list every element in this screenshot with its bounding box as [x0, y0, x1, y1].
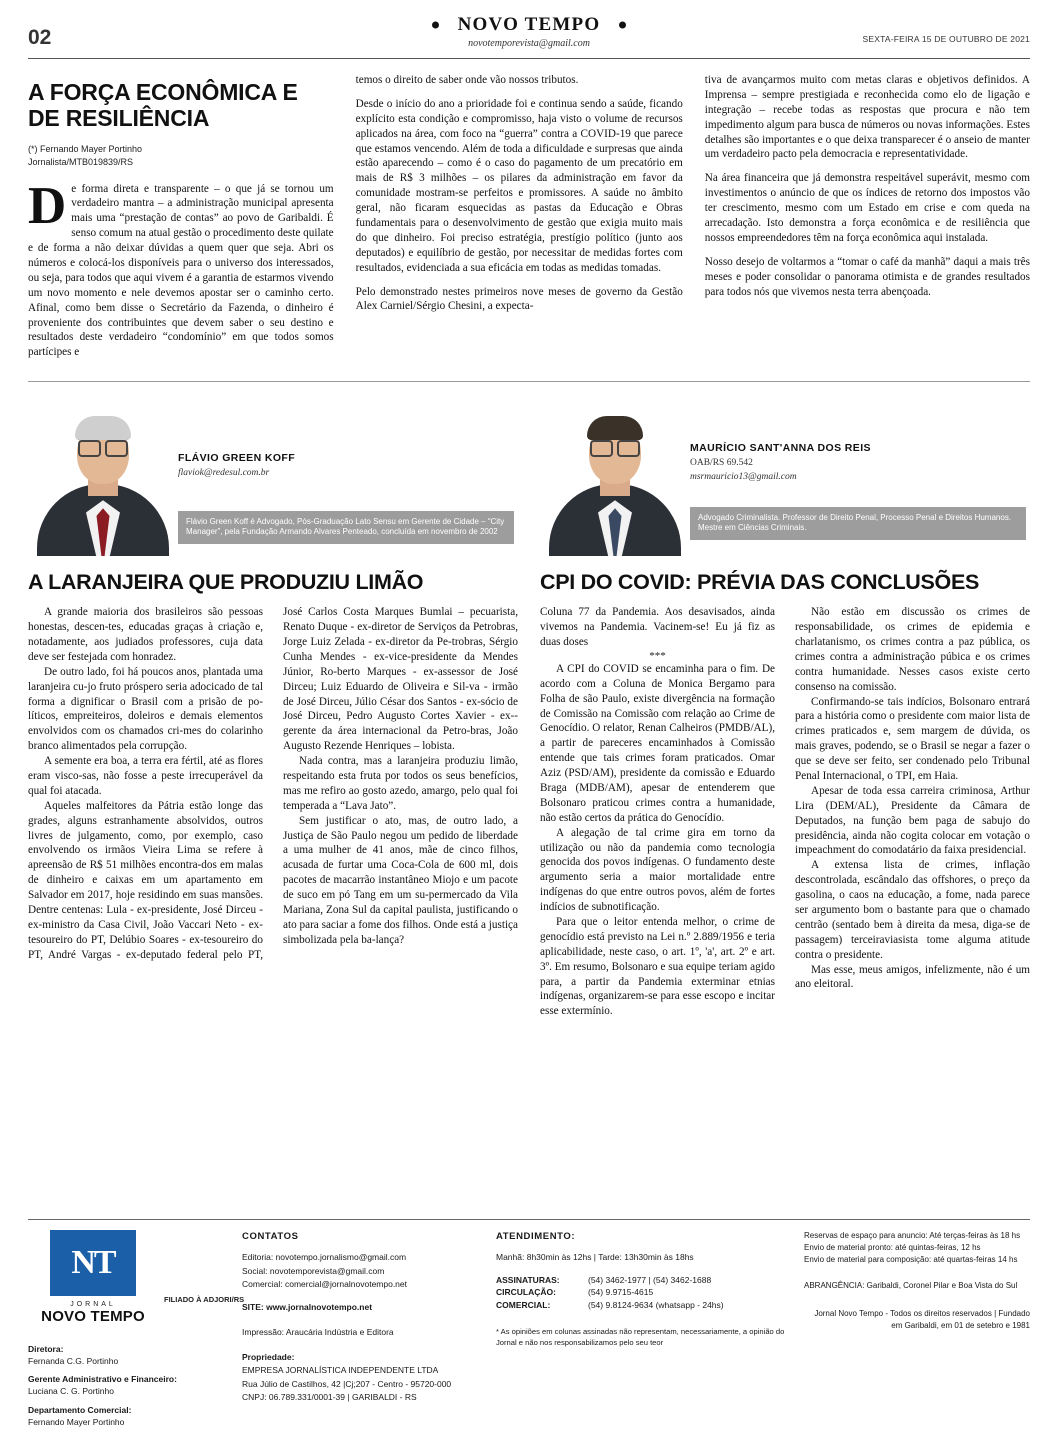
- columnist-name: FLÁVIO GREEN KOFF: [178, 452, 296, 465]
- paragraph: Confirmando-se tais indícios, Bolsonaro entrará para a história como o presidente com maior lista de crimes praticados e, sem margem de dúvida, os mais graves, podendo, se o Brasil se negar a fazer o que se deve ser feito, ser condenado pelo Tribunal Penal Internacional, o TPI, em Haia.: [795, 695, 1030, 783]
- copyright: Jornal Novo Tempo - Todos os direitos reservados | Fundado em Garibaldi, em 01 de setebro e 1981: [814, 1308, 1030, 1330]
- columnist-name: MAURÍCIO SANT'ANNA DOS REIS: [690, 442, 871, 455]
- service-label: COMERCIAL:: [496, 1300, 551, 1311]
- page-title: A FORÇA ECONÔMICA E DE RESILIÊNCIA: [28, 79, 298, 132]
- footer: [28, 1219, 1030, 1429]
- columnist-info: [178, 396, 518, 556]
- staff-role: Gerente Administrativo e Financeiro:: [28, 1374, 177, 1385]
- contact-line[interactable]: Comercial: comercial@jornalnovotempo.net: [242, 1278, 408, 1289]
- ownership-line: EMPRESA JORNALÍSTICA INDEPENDENTE LTDA: [242, 1365, 439, 1376]
- paragraph: A semente era boa, a terra era fértil, até as flores eram visco-sas, não fosse a peste irrecuperável da qual foi atacada.: [28, 755, 263, 797]
- column-body: [28, 605, 518, 962]
- deadline-line: Envio de material pronto: até quintas-feiras, 12 hs: [804, 1242, 981, 1252]
- lead-column-3: [705, 73, 1030, 369]
- paragraph: A alegação de tal crime gira em torno da utilização ou não da pandemia como tecnologia genocida dos povos indígenas. O fundamento deste argumento seria a maior mortalidade entre indígenas do que entre outros povos, além de fortes indícios de subnotificação.: [540, 826, 775, 914]
- staff-name: Luciana C. G. Portinho: [28, 1386, 114, 1397]
- ownership-title: Propriedade:: [242, 1352, 295, 1363]
- service-title: ATENDIMENTO:: [496, 1230, 576, 1242]
- disclaimer-note: * As opiniões em colunas assinadas não representam, necessariamente, a opinião do Jornal e não nos responsabilizamos pelo seu teor: [496, 1326, 785, 1347]
- staff-name: Fernando Mayer Portinho: [28, 1417, 125, 1428]
- paragraph: Para que o leitor entenda melhor, o crime de genocídio está previsto na Lei n.º 2.889/1956 e teria aplicabilidade, neste caso, o art. 1º, 'a', art. 2º e art. 3º. Em resumo, Bolsonaro e sua equipe teriam agido para, a partir da Pandemia exterminar etnias indígenas, organizarem-se para esse escopo e incitar esse extermínio.: [540, 916, 775, 1018]
- service-row: [496, 1274, 786, 1287]
- paragraph: De outro lado, foi há poucos anos, plantada uma laranjeira cu-jo fruto próspero seria adocicado de tal forma a dignificar o Brasil com a prisão de po-líticos, empreiteiros, doleiros e demais elementos envolvidos com os chamados cri-mes do colarinho branco alimentados pela corrupção.: [28, 665, 263, 753]
- columnist-block-mauricio-santanna-dos-reis: [540, 396, 1030, 1019]
- footer-service: [496, 1230, 786, 1429]
- footer-deadlines: [804, 1230, 1030, 1429]
- lead-article: [28, 59, 1030, 369]
- columnist-photo: [540, 396, 690, 556]
- columnist-oab: OAB/RS 69.542: [690, 458, 753, 469]
- section-divider: [28, 381, 1030, 382]
- affiliation-label: FILIADO À ADJORI/RS: [164, 1294, 245, 1304]
- columnist-bio: Flávio Green Koff é Advogado, Pós-Graduação Lato Sensu em Gerente de Cidade – “City Manager”, pela Fundação Armando Alvares Penteado, concluída em novembro de 2002: [178, 511, 514, 545]
- columnist-card: [28, 396, 518, 556]
- byline: [28, 143, 334, 169]
- column-headline: CPI DO COVID: PRÉVIA DAS CONCLUSÕES: [540, 570, 980, 595]
- service-value[interactable]: (54) 9.9715-4615: [588, 1287, 654, 1298]
- byline-author: (*) Fernando Mayer Portinho: [28, 144, 143, 155]
- columnist-contact: flaviok@redesul.com.br: [178, 468, 270, 479]
- column-headline: A LARANJEIRA QUE PRODUZIU LIMÃO: [28, 570, 424, 595]
- column-separator: ***: [649, 649, 666, 662]
- paragraph: Aqueles malfeitores da Pátria estão longe das grades, alguns estranhamente absolvidos, outros livres de julgamento, como, por exemplo, caso envolvendo os irmãos Vieira Lima se refere à apreensão de R$ 51 milhões encontra-dos em malas de dinheiro e caixas em um apartamento em Salvador em 2017, hoje residindo em suas mansões. Dentre centenas: Lula - ex-presidente, José Dirceu - ex-ministro da Casa Civil, João Vaccari Neto - ex-tesoureiro do PT, Delúbio Soares - ex-tesoureiro do PT, André Vargas - ex-deputado federal pelo PT, José Carlos Costa Marques Bumlai – pecuarista, Renato Duque - ex-diretor de Serviços da Petrobras, Jorge Luiz Zelada - ex-diretor da Pe-trobras, Sérgio Cunha Mendes - ex-vice-presidente da Mendes Júnior, Ro-berto Marques - ex-assessor de José Dirceu; Luiz Eduardo de Oliveira e Sil-va - irmão de José Dirceu, Júlio César dos Santos - ex-sócio de José Dirceu, Pedro Augusto Cortes Xavier - ex--gerente da área internacional da Petro-bras, João Augusto Rezende Henriques – lobista.: [28, 606, 518, 961]
- deadline-line: Reservas de espaço para anuncio: Até terças-feiras às 18 hs: [804, 1230, 1021, 1240]
- ownership-line: CNPJ: 06.789.331/0001-39 | GARIBALDI - RS: [242, 1391, 417, 1402]
- paragraph: Apesar de toda essa carreira criminosa, Arthur Lira (DEM/AL), Presidente da Câmara de Deputados, na função bem paga de sabujo do presidência, ainda não cogita colocar em votação o impeachment do comodatário da faixa presidencial.: [795, 784, 1030, 857]
- lead-paragraph: De forma direta e transparente – o que já se tornou um verdadeiro mantra – a administração municipal apresenta mais uma “prestação de contas” ao povo de Garibaldi. É senso comum na atual gestão o procedimento deste quilate e de forma a não deixar dúvidas a quem quer que seja. Abri os números e colocá-los disponíveis para o universo dos interessados, ou seja, para todos que aqui vivem é a garantia de estarmos vivendo um novo momento e nele devemos apostar ser o caminho certo. Afinal, como bem disse o Secretário da Fazenda, o dinheiro é proveniente dos contribuintes que devem saber o seu destino e resultados deste verdadeiro “condomínio” em que todos somos partícipes e: [28, 176, 334, 359]
- masthead: [28, 0, 1030, 52]
- paragraph: A CPI do COVID se encaminha para o fim. De acordo com a Coluna de Monica Bergamo para Folha de são Paulo, existe divergência na formação de Comissão na Comissão com relação ao Crime de Genocídio. O relator, Renan Calheiros (PMDB/AL), a partir de pareceres encaminhados à Comissão entende que tais crimes foram praticados. Omar Aziz (PSD/AM), presidente da comissão e Eduardo Braga (MDB/AM), apesar de entenderem que Bolsonaro praticou crimes contra a humanidade, não estão certos da prática do Genocídio.: [540, 662, 775, 824]
- newspaper-title: NOVO TEMPO: [457, 14, 601, 35]
- masthead-email: novotemporevista@gmail.com: [468, 38, 590, 49]
- service-row: [496, 1286, 786, 1299]
- staff-name: Fernanda C.G. Portinho: [28, 1355, 119, 1366]
- column-body: [540, 605, 1030, 1019]
- footer-logo-block: [28, 1230, 245, 1429]
- lead-column-2: [356, 73, 683, 369]
- paragraph: Pelo demonstrado nestes primeiros nove meses de governo da Gestão Alex Carniel/Sérgio Chesini, a expecta-: [355, 285, 683, 313]
- byline-credential: Jornalista/MTB019839/RS: [28, 157, 134, 168]
- service-hours: Manhã: 8h30min às 12hs | Tarde: 13h30min às 18hs: [496, 1251, 694, 1262]
- paragraph: tiva de avançarmos muito com metas claras e objetivos definidos. A Imprensa – sempre prestigiada e reconhecida como elo de ligação e integração – recebe todas as respostas que procura e não tem impedimento algum para busca de números ou novas informações. Estes detalhes são importantes e o que deixa transparecer é o anseio de manter um verdadeiro pacto pela democracia e representatividade.: [704, 74, 1030, 161]
- paragraph: Nosso desejo de voltarmos a “tomar o café da manhã” daqui a mais três meses e poder consolidar o panorama otimista e de grandes resultados para todos nós que vivemos nesta terra abençoada.: [704, 255, 1030, 298]
- paragraph: Não estão em discussão os crimes de responsabilidade, os crimes de epidemia e charlatanismo, os crimes contra a paz pública, os crimes contra a administração púbica e os crimes contra humanidade. Nesses casos existe certo consenso na comissão.: [795, 606, 1030, 693]
- paragraph: A extensa lista de crimes, inflação descontrolada, escândalo das offshores, o preço da gasolina, o caos na educação, a fome, nada parece ser argumento bom o bastante para que o chamado centrão (sentado bem à direita da mesa, diga-se de passagem) terceiraviasista tome alguma atitude contra o presidente.: [795, 859, 1030, 961]
- logo-wordmark: [28, 1301, 158, 1325]
- ownership-line: Rua Júlio de Castilhos, 42 |Cj;207 - Centro - 95720-000: [242, 1378, 452, 1389]
- columnist-block-flavio-green-koff: [28, 396, 518, 1019]
- contact-line[interactable]: Editoria: novotempo.jornalismo@gmail.com: [242, 1252, 407, 1263]
- paragraph: Mas esse, meus amigos, infelizmente, não é um ano eleitoral.: [795, 963, 1030, 991]
- lead-column-1: [28, 73, 334, 369]
- paragraph: Sem justificar o ato, mas, de outro lado, a Justiça de São Paulo negou um pedido de liberdade a uma mulher de 41 anos, mãe de cinco filhos, acusada de furtar uma Coca-Cola de 600 ml, dois pacotes de macarrão instantâneo Miojo e um pacote de suco em pó Tang em um su-permercado da Vila Mariana, Zona Sul da capital paulista, justificando o ato para saciar a fome dos filhos. Onde está a justiça simbolizada pela ba-lança?: [283, 814, 518, 946]
- logo-big-word: NOVO TEMPO: [41, 1307, 145, 1325]
- logo-small-word: JORNAL: [70, 1300, 116, 1308]
- service-value[interactable]: (54) 3462-1977 | (54) 3462-1688: [588, 1274, 712, 1285]
- paragraph: Nada contra, mas a laranjeira produziu limão, respeitando esta fruta por todos os seus benefícios, mas me refiro ao gosto azedo, amargo, pelo qual foi temperada a “Lava Jato”.: [283, 755, 518, 812]
- column-intro: Coluna 77 da Pandemia. Aos desavisados, ainda vivemos na Pandemia. Vacinem-se! Eu já fiz as duas doses: [540, 606, 775, 648]
- logo-mark: NT: [50, 1230, 136, 1296]
- deadline-line: Envio de material para composição: até quartas-feiras 14 hs: [804, 1254, 1018, 1264]
- glasses-icon: [78, 438, 128, 452]
- glasses-icon: [590, 438, 640, 452]
- columnist-contact: msrmauricio13@gmail.com: [690, 472, 797, 483]
- columnists-section: [28, 396, 1030, 1019]
- staff-role: Departamento Comercial:: [28, 1405, 132, 1416]
- paragraph: Desde o início do ano a prioridade foi e continua sendo a saúde, ficando explícito esta condição e compromisso, haja visto o volume de recursos aplicados na área, com foco na “guerra” contra a COVID-19 que parece que estamos vencendo. Além de toda a dificuldade e surpresas que ainda estão aparecendo – como é o caso do pagamento de um precatório em mais de R$ 3 milhões – os pilares da administração em favor da comunidade mostram-se perfeitos e promissores. A saúde no âmbito geral, não ficaram esquecidas as pastas da Educação e Obras fundamentais para o desenvolvimento de gestão que exigia muito mais do que dinheiro. Foi preciso estratégia, prestígio político (junto aos deputados) e equilíbrio de gestão, por necessitar de medidas fortes com resultados, evidenciada a sua eficácia em todas as medidas tomadas.: [355, 97, 683, 274]
- staff-list: [28, 1344, 224, 1429]
- columnist-photo: [28, 396, 178, 556]
- contacts-title: CONTATOS: [242, 1230, 299, 1242]
- columnist-bio: Advogado Criminalista. Professor de Direito Penal, Processo Penal e Direitos Humanos. Mestre em Ciências Criminais.: [690, 507, 1026, 541]
- paragraph: temos o direito de saber onde vão nossos tributos.: [355, 74, 579, 86]
- printer-line: Impressão: Araucária Indústria e Editora: [242, 1327, 394, 1338]
- service-row: [496, 1299, 786, 1312]
- paragraph: Na área financeira que já demonstra respeitável superávit, mesmo com investimentos o anúncio de que os índices de retorno dos impostos vão ter crescimento, mesmo com um Estado em crise e com queda na arrecadação. Isto demonstra a força econômica e de resiliência que nossos empreendedores têm na força econômica aqui instalada.: [704, 172, 1030, 244]
- columnist-card: [540, 396, 1030, 556]
- service-value[interactable]: (54) 9.8124-9634 (whatsapp - 24hs): [588, 1300, 724, 1311]
- coverage-area: ABRANGÊNCIA: Garibaldi, Coronel Pilar e Boa Vista do Sul: [804, 1280, 1018, 1290]
- issue-date: SEXTA-FEIRA 15 DE OUTUBRO DE 2021: [862, 34, 1030, 44]
- page-number: 02: [28, 26, 52, 49]
- contact-line[interactable]: Social: novotemporevista@gmail.com: [242, 1265, 385, 1276]
- site-link[interactable]: SITE: www.jornalnovotempo.net: [242, 1301, 373, 1312]
- footer-divider: [28, 1219, 1030, 1220]
- footer-contacts: [242, 1230, 478, 1429]
- portrait-illustration: [28, 396, 178, 556]
- paragraph: A grande maioria dos brasileiros são pessoas honestas, descen-tes, educadas graças à criação e, notadamente, aos judiados professores, cuja data deve ser festejada com honradez.: [28, 606, 263, 663]
- portrait-illustration: [540, 396, 690, 556]
- staff-role: Diretora:: [28, 1343, 64, 1354]
- service-label: ASSINATURAS:: [496, 1274, 560, 1285]
- service-label: CIRCULAÇÃO:: [496, 1287, 556, 1298]
- columnist-info: [690, 396, 1030, 556]
